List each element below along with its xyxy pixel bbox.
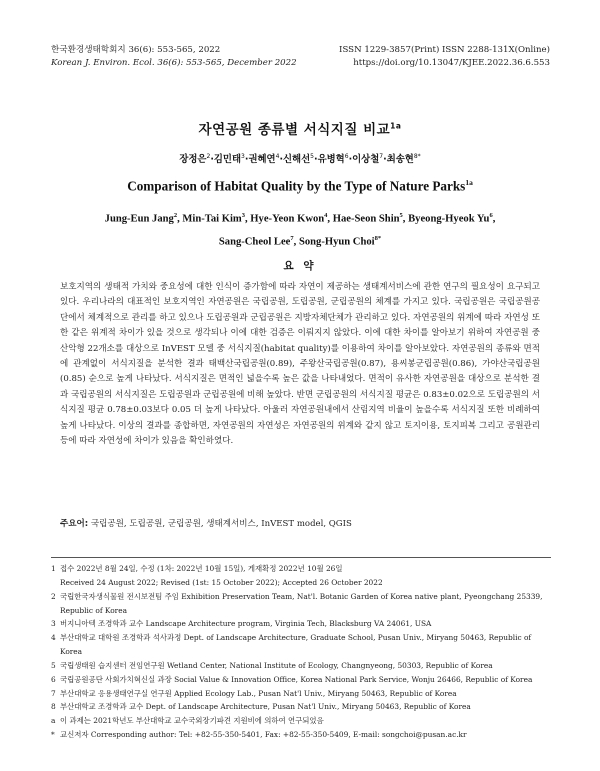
author-affiliation-mark: 2 bbox=[206, 152, 211, 160]
footnote-item bbox=[51, 687, 551, 701]
author-name: Sang-Cheol Lee bbox=[218, 236, 291, 248]
footnote-mark bbox=[51, 576, 60, 590]
title-korean-footnote-mark: 1a bbox=[390, 121, 402, 131]
author-name: 김민태 bbox=[213, 154, 242, 165]
author-affiliation-mark: 5 bbox=[310, 152, 314, 160]
author-name: Min-Tai Kim bbox=[182, 213, 242, 225]
author-separator: · bbox=[383, 154, 387, 165]
author-name: Song-Hyun Choi bbox=[298, 236, 375, 248]
author-separator: · bbox=[279, 154, 283, 165]
footnote-text: 버지니아텍 조경학과 교수 Landscape Architecture program, Virginia Tech, Blacksburg VA 24061, USA bbox=[60, 619, 432, 629]
footnote-mark: a bbox=[51, 716, 56, 726]
author-affiliation-mark: 8* bbox=[374, 234, 382, 242]
abstract-body: 보호지역의 생태적 가치와 중요성에 대한 인식이 증가함에 따라 자연이 제공하는 생태계서비스에 관한 연구의 필요성이 요구되고 있다. 우리나라의 대표적인 보호지역인 자연공원은 국립공원, 도립공원, 군립공원의 체계를 가지고 있다. 국립공원은 국립공원공단에서 체계적으로 관리를 하고 있으나 도립공원과 군립공원은 지방자체단체가 관리하고 있다. 자연공원의 위계에 따라 자연성 또한 같은 위계적 차이가 있을 것으로 생각되나 이에 대한 검증은 이뤄지지 않았다. 이에 대한 차이를 알아보기 위하여 자연공원 중 산악형 22개소를 대상으로 InVEST 모델 중 서식지질(habitat quality)를 이용하여 차이를 알아보았다. 자연공원의 종류와 면적에 관계없이 서식지질을 분석한 결과 태백산국립공원(0.89), 주왕산국립공원(0.87), 용씨봉군립공원(0.86), 가야산국립공원(0.85) 순으로 높게 나타났다. 서식지질은 면적인 넓을수록 높은 값을 나타내었다. 면적이 유사한 자연공원을 대상으로 분석한 결과 국립공원의 서식지질은 도립공원과 군립공원에 비해 높았다. 반면 군립공원의 서식지질 평균은 0.83±0.02으로 도립공원의 서식지질 평균 0.78±0.03보다 0.05 더 높게 나타났다. 아울러 자연공원내에서 산림지역 비율이 높을수록 서식지질 또한 비례하여 높게 나타났다. 이상의 결과를 종합하면, 자연공원의 자연성은 자연공원의 위계와 같지 않고 토지이용, 토지피복 그리고 공원관리 등에 따라 자연성에 차이가 있음을 확인하였다. bbox=[60, 282, 540, 447]
footnote-text: 이 과제는 2021학년도 부산대학교 교수국외장기파견 지원비에 의하여 연구되었음 bbox=[60, 716, 324, 726]
issn: ISSN 1229-3857(Print) ISSN 2288-131X(Online) bbox=[339, 45, 550, 55]
keywords bbox=[60, 517, 540, 531]
footnote-mark: * bbox=[51, 730, 55, 740]
author-name: 권혜연 bbox=[248, 154, 276, 165]
keywords-text: 국립공원, 도립공원, 군립공원, 생태계서비스, InVEST model, QGIS bbox=[88, 519, 352, 529]
keywords-label: 주요어: bbox=[60, 519, 89, 529]
title-korean bbox=[0, 118, 600, 138]
footnote-mark: 8 bbox=[51, 702, 56, 712]
journal-citation-ko: 한국환경생태학회지 36(6): 553-565, 2022 bbox=[51, 45, 221, 55]
abstract-heading: 요 약 bbox=[283, 260, 317, 272]
title-english-text: Comparison of Habitat Quality by the Type of Nature Parks bbox=[127, 178, 466, 194]
footnote-text: 부산대학교 조경학과 교수 Dept. of Landscape Architecture, Pusan Nat'l Univ., Miryang 50463, Republic of Korea bbox=[60, 702, 471, 712]
footnote-item bbox=[51, 700, 551, 714]
footnote-text: 국립생태원 습지센터 전임연구원 Wetland Center, National Institute of Ecology, Changnyeong, 50303, Republic of Korea bbox=[60, 660, 493, 670]
author-name: Jung-Eun Jang bbox=[104, 213, 174, 225]
author-name: 이상철 bbox=[352, 154, 380, 165]
author-name: 최송현 bbox=[386, 154, 414, 165]
author-affiliation-mark: 4 bbox=[324, 212, 328, 219]
author-affiliation-mark: 7 bbox=[290, 234, 294, 242]
footnote-item bbox=[51, 590, 551, 618]
author-affiliation-mark: 2 bbox=[173, 212, 178, 219]
footnote-item bbox=[51, 673, 551, 687]
footnote-text: 국립공원공단 사회가치혁신실 과장 Social Value & Innovation Office, Korea National Park Service, Wonju 26466, Republic of Korea bbox=[60, 674, 533, 684]
author-separator: · bbox=[314, 154, 318, 165]
author-affiliation-mark: 6 bbox=[489, 212, 493, 219]
footnote-mark: 4 bbox=[51, 633, 56, 643]
authors-korean bbox=[0, 151, 600, 165]
footnote-item bbox=[51, 562, 551, 576]
author-affiliation-mark: 6 bbox=[344, 152, 349, 160]
author-affiliation-mark: 7 bbox=[379, 152, 384, 160]
doi-link[interactable]: https://doi.org/10.13047/KJEE.2022.36.6.553 bbox=[353, 58, 550, 68]
footnote-item bbox=[51, 576, 551, 590]
footnote-text: 교신저자 Corresponding author: Tel: +82-55-350-5401, Fax: +82-55-350-5409, E-mail: songchoi@pusan.ac.kr bbox=[60, 730, 467, 740]
title-korean-text: 자연공원 종류별 서식지질 비교 bbox=[198, 122, 391, 138]
journal-citation-en: Korean J. Environ. Ecol. 36(6): 553-565, December 2022 bbox=[51, 58, 297, 68]
author-name: 유병혁 bbox=[317, 154, 345, 165]
footnote-mark: 6 bbox=[51, 674, 56, 684]
footnote-mark: 5 bbox=[51, 660, 56, 670]
footnote-mark: 3 bbox=[51, 619, 56, 629]
footnote-divider bbox=[51, 557, 551, 558]
footnote-text: 부산대학교 대학원 조경학과 석사과정 Dept. of Landscape Architecture, Graduate School, Pusan Univ., Miryang 50463, Republic of Korea bbox=[60, 633, 532, 657]
footnote-item bbox=[51, 714, 551, 728]
author-name: Hye-Yeon Kwon bbox=[250, 213, 325, 225]
author-affiliation-mark: 5 bbox=[399, 212, 403, 219]
author-affiliation-mark: 4 bbox=[275, 152, 280, 160]
footnote-item bbox=[51, 659, 551, 673]
footnote-text: 국립한국자생식물원 전시보전팀 주임 Exhibition Preservation Team, Nat'l. Botanic Garden of Korea native plant, Pyeongchang 25339, Republic of Korea bbox=[60, 591, 543, 615]
journal-citation bbox=[51, 44, 297, 70]
author-affiliation-mark: 3 bbox=[241, 212, 245, 219]
author-separator: · bbox=[244, 154, 249, 165]
author-name: 신해선 bbox=[283, 154, 311, 165]
footnote-mark: 1 bbox=[51, 564, 56, 573]
author-affiliation-mark: 3 bbox=[241, 152, 245, 160]
author-separator: · bbox=[348, 154, 353, 165]
footnote-item bbox=[51, 631, 551, 659]
footnote-text: Received 24 August 2022; Revised (1st: 15 October 2022); Accepted 26 October 2022 bbox=[60, 577, 383, 587]
author-name: Hae-Seon Shin bbox=[332, 213, 400, 225]
author-name: 장정은 bbox=[179, 154, 207, 165]
footnote-item bbox=[51, 728, 551, 742]
author-separator: · bbox=[210, 154, 214, 165]
footnote-item bbox=[51, 617, 551, 631]
footnote-mark: 7 bbox=[51, 688, 56, 698]
author-affiliation-mark: 8* bbox=[413, 152, 421, 160]
footnote-mark: 2 bbox=[51, 591, 56, 601]
footnotes bbox=[51, 562, 551, 742]
footnote-text: 접수 2022년 8월 24일, 수정 (1차: 2022년 10월 15일), 게재확정 2022년 10월 26일 bbox=[60, 564, 343, 573]
title-english-footnote-mark: 1a bbox=[465, 178, 473, 187]
footnote-text: 부산대학교 응용생태연구실 연구원 Applied Ecology Lab., Pusan Nat'l Univ., Miryang 50463, Republic of Korea bbox=[60, 688, 457, 698]
author-name: Byeong-Hyeok Yu bbox=[408, 213, 490, 225]
journal-identifiers bbox=[339, 44, 550, 70]
authors-english: Jung-Eun Jang$^2$, Min-Tai Kim$^3$, Hye-Yeon Kwon$^4$, Hae-Seon Shin$^5$, Byeong-Hyeok Yu$^6$, Sang-Cheol Lee$^7$, Song-Hyun Choi$^{8*}$ bbox=[104, 212, 496, 248]
title-english bbox=[0, 178, 600, 194]
